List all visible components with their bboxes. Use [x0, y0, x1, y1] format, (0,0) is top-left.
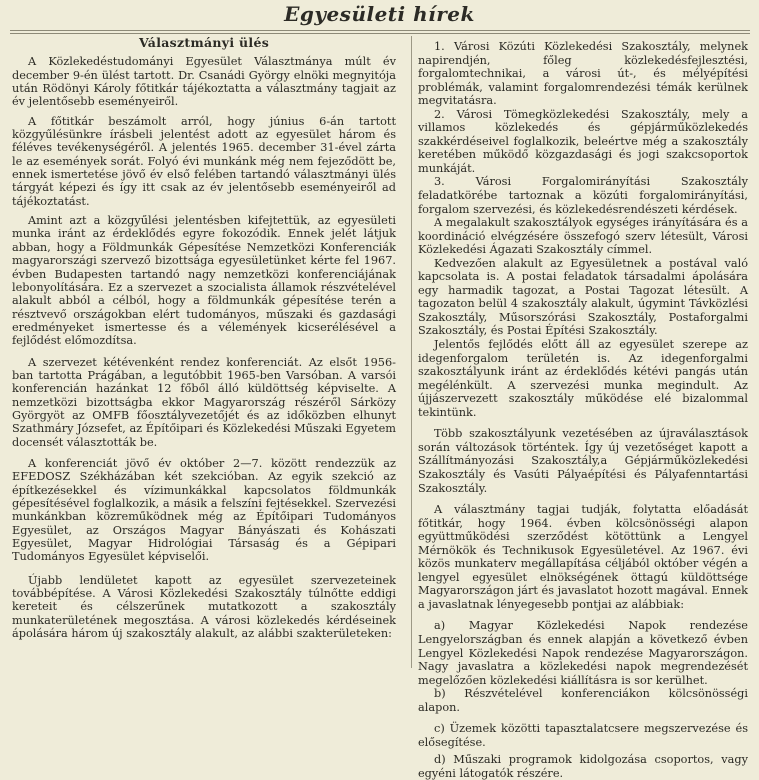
left-column: [12, 36, 396, 640]
list-item-2: 2. Városi Tömegközlekedési Szakosztály, mely a villamos közlekedés és gépjárműközlekedés szakkérdéseivel foglalkozik, beleértve még a szakosztály keretében működő közgazdasági és jogi szakcsoportok munkáját.: [418, 107, 748, 175]
paragraph: A főtitkár beszámolt arról, hogy június 6-án tartott közgyűlésünkre írásbeli jelentést adott az egyesület három és féléves tevékenységéről. A jelentés 1965. december 31-ével zárta le az események sorát. Folyó évi munkánk még nem fejeződött be, ennek ismertetése jövő év első felében tartandó választmányi ülés tárgyát képezi és így itt csak az év jelentősebb eseményeiről ad tájékoztatást.: [12, 114, 396, 208]
article-heading: Választmányi ülés: [138, 35, 270, 50]
list-item-3: 3. Városi Forgalomirányítási Szakosztály feladatkörébe tartoznak a közúti forgalomirányítási, forgalom szervezési, és közlekedésrendészeti kérdések.: [418, 175, 748, 216]
paragraph: Több szakosztályunk vezetésében az újraválasztások során változások történtek. Így új vezetőséget kapott a Szállítmányozási Szakosztály,a Gépjárműközlekedési Szakosztály és Vasúti Pályaépítési és Pályafenntartási Szakosztály.: [418, 427, 748, 495]
right-column: [418, 36, 748, 780]
paragraph: Jelentős fejlődés előtt áll az egyesület szerepe az idegenforgalom területén is. Az idegenforgalmi szakosztályunk iránt az érdeklődés kétévi pangás után megélénkült. A szervezési munka megindult. Az újjászervezett szakosztály működése elé bizalommal tekintünk.: [418, 338, 748, 419]
paragraph: Kedvezően alakult az Egyesületnek a postával való kapcsolata is. A postai feladatok társadalmi ápolására egy harmadik tagozat, a Postai Tagozat létesült. A tagozaton belül 4 szakosztály alakult, úgymint Távközlési Szakosztály, Műsorszórási Szakosztály, Postaforgalmi Szakosztály, és Postai Építési Szakosztály.: [418, 256, 748, 338]
column-divider: [411, 36, 412, 668]
top-rule: [10, 30, 750, 31]
paragraph: Amint azt a közgyűlési jelentésben kifejtettük, az egyesületi munka iránt az érdeklődés egyre fokozódik. Ennek jelét látjuk abban, hogy a Földmunkák Gépesítése Nemzetközi Konferenciák magyarországi szervező bizottsága egyesületünket kérte fel 1967. évben Budapesten tartandó nagy nemzetközi konferenciájának lebonyolítására. Ez a szervezet a szocialista államok részvételével alakult abból a célból, hogy a földmunkák gépesítése terén a résztvevő országokban elért tudományos, műszaki és gazdasági eredményeket ismertesse és a vélemények kicserélésével a fejlődést előmozdítsa.: [12, 214, 396, 348]
paragraph: A szervezet kétévenként rendez konferenciát. Az elsőt 1956-ban tartotta Prágában, a legutóbbit 1965-ben Varsóban. A varsói konferencián hazánkat 12 főből álló küldöttség képviselte. A nemzetközi bizottságba ekkor Magyarország részéről Sárközy Györgyöt az OMFB főosztályvezetőjét és az időközben elhunyt Szathmáry Józsefet, az Építőipari és Közlekedési Műszaki Egyetem docensét választották be.: [12, 355, 396, 449]
masthead: [0, 0, 759, 30]
paragraph: A Közlekedéstudományi Egyesület Választmánya múlt év december 9-én ülést tartott. Dr. Csanádi György elnöki megnyitója után Rödönyi Károly főtitkár tájékoztatta a választmány tagjait az év jelentősebb eseményeiről.: [12, 55, 396, 109]
section-title: Egyesületi hírek: [284, 2, 475, 26]
proposal-b: b) Részvételével konferenciákon kölcsönösségi alapon.: [418, 687, 748, 714]
proposal-c: c) Üzemek közötti tapasztalatcsere megszervezése és elősegítése.: [418, 722, 748, 749]
paragraph: Újabb lendületet kapott az egyesület szervezeteinek továbbépítése. A Városi Közlekedési Szakosztály túlnőtte eddigi kereteit és célszerűnek mutatkozott a szakosztály munkaterületének megosztása. A városi közlekedés kérdéseinek ápolására három új szakosztály alakult, az alábbi szakterületeken:: [12, 573, 396, 641]
top-rule-secondary: [10, 33, 750, 34]
paragraph: A megalakult szakosztályok egységes irányítására és a koordináció elvégzésére összefogó szerv létesült, Városi Közlekedési Ágazati Szakosztály címmel.: [418, 216, 748, 257]
list-item-1: 1. Városi Közúti Közlekedési Szakosztály, melynek napirendjén, főleg közlekedésfejlesztési, forgalomtechnikai, a városi út-, és mélyépítési problémák, valamint forgalomrendezési témák kerülnek megvitatásra.: [418, 40, 748, 108]
paragraph: A konferenciát jövő év október 2—7. között rendezzük az EFEDOSZ Székházában két szekcióban. Az egyik szekció az építkezésekkel és vízimunkákkal kapcsolatos földmunkák gépesítésével foglalkozik, a másik a felszíni fejtésekkel. Szervezési munkánkban közreműködnek még az Építőipari Tudományos Egyesület, az Országos Magyar Bányászati és Kohászati Egyesület, Magyar Hidrológiai Társaság és a Gépipari Tudományos Egyesület képviselői.: [12, 456, 396, 564]
proposal-a: a) Magyar Közlekedési Napok rendezése Lengyelországban és ennek alapján a következő évben Lengyel Közlekedési Napok rendezése Magyarországon. Nagy javaslatra a közlekedési napok megrendezését megelőzően közlekedési kiállításra is sor kerülhet.: [418, 619, 748, 687]
proposal-d: d) Műszaki programok kidolgozása csoportos, vagy egyéni látogatók részére.: [418, 753, 748, 780]
paragraph: A választmány tagjai tudják, folytatta előadását főtitkár, hogy 1964. évben kölcsönösségi alapon együttműködési szerződést kötöttünk a Lengyel Mérnökök és Technikusok Egyesületével. Az 1967. évi közös munkaterv megállapítása céljából október végén a lengyel egyesület elnökségének öttagú küldöttsége Magyarországon járt és javaslatot hozott magával. Ennek a javaslatnak lényegesebb pontjai az alábbiak:: [418, 503, 748, 611]
